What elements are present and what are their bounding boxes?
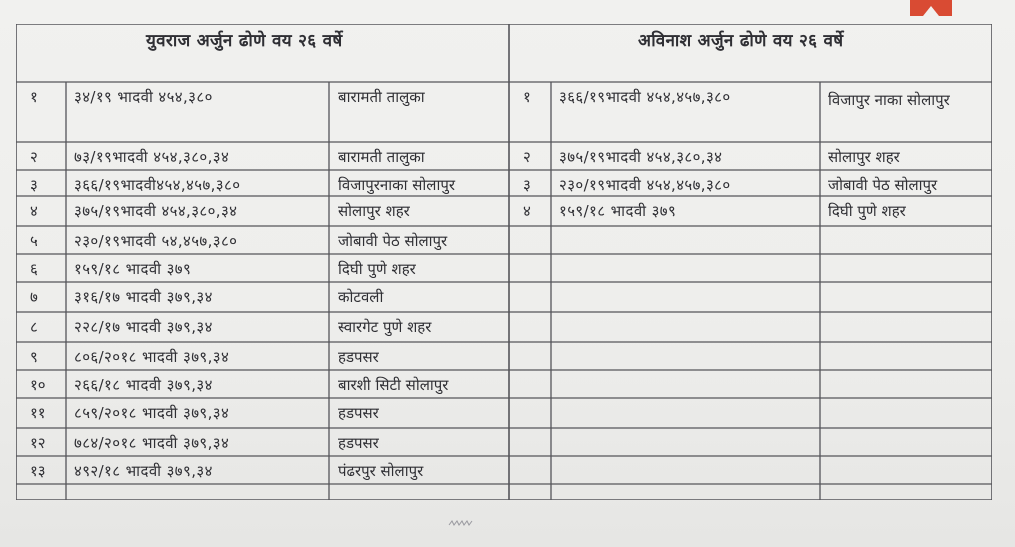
left-row-place: सोलापुर शहर [338,202,410,220]
right-row-entry: १५९/१८ भादवी ३७९ [559,202,677,220]
right-row-entry: २३०/१९भादवी ४५४,४५७,३८० [559,176,731,194]
left-row-place: बारामती तालुका [338,148,425,166]
left-row-number: ५ [30,232,38,250]
record-table [16,24,992,500]
left-row-entry: ८५९/२०१८ भादवी ३७९,३४ [74,404,230,422]
left-row-place: हडपसर [338,404,379,422]
left-row-number: १३ [30,462,46,480]
left-row-number: ८ [30,318,38,336]
left-row-number: ७ [30,288,38,306]
left-row-place: पंढरपुर सोलापुर [338,462,424,480]
left-row-number: ४ [30,202,38,220]
left-row-entry: १५९/१८ भादवी ३७९ [74,260,192,278]
left-row-number: २ [30,148,38,166]
pen-scribble [448,519,474,527]
left-column-header: युवराज अर्जुन ढोणे वय २६ वर्षे [146,31,343,51]
left-row-place: दिघी पुणे शहर [338,260,416,278]
left-row-entry: २२८/१७ भादवी ३७९,३४ [74,318,213,336]
left-row-entry: २३०/१९भादवी ५४,४५७,३८० [74,232,238,250]
left-row-entry: ३१६/१७ भादवी ३७९,३४ [74,288,213,306]
left-row-number: ११ [30,404,46,422]
left-row-number: १२ [30,434,46,452]
right-row-number: १ [523,88,531,106]
left-row-entry: २६६/१८ भादवी ३७९,३४ [74,376,213,394]
left-row-number: ६ [30,260,38,278]
right-column-header: अविनाश अर्जुन ढोणे वय २६ वर्षे [638,31,844,51]
left-row-entry: ७३/१९भादवी ४५४,३८०,३४ [74,148,230,166]
left-row-place: कोटवली [338,288,384,306]
left-row-number: १ [30,88,38,106]
bookmark-icon [910,0,952,16]
right-row-place: दिघी पुणे शहर [828,202,906,220]
left-row-number: ३ [30,176,38,194]
right-row-place: सोलापुर शहर [828,148,900,166]
left-row-entry: ८०६/२०१८ भादवी ३७९,३४ [74,348,230,366]
left-row-entry: ३६६/१९भादवी४५४,४५७,३८० [74,176,241,194]
left-row-place: हडपसर [338,434,379,452]
right-row-number: २ [523,148,531,166]
left-row-place: स्वारगेट पुणे शहर [338,318,432,336]
left-row-number: ९ [30,348,38,366]
right-row-place: विजापुर नाका सोलापुर [828,91,950,109]
left-row-number: १० [30,376,46,394]
left-row-entry: ३४/१९ भादवी ४५४,३८० [74,88,213,106]
left-row-place: जोबावी पेठ सोलापुर [338,232,448,250]
left-row-entry: ७८४/२०१८ भादवी ३७९,३४ [74,434,230,452]
right-row-place: जोबावी पेठ सोलापुर [828,176,938,194]
right-row-entry: ३६६/१९भादवी ४५४,४५७,३८० [559,88,731,106]
left-row-place: विजापुरनाका सोलापुर [338,176,456,194]
left-row-entry: ३७५/१९भादवी ४५४,३८०,३४ [74,202,238,220]
right-row-number: ४ [523,202,531,220]
left-row-place: बारामती तालुका [338,88,425,106]
right-row-number: ३ [523,176,531,194]
left-row-place: बारशी सिटी सोलापुर [338,376,449,394]
right-row-entry: ३७५/१९भादवी ४५४,३८०,३४ [559,148,723,166]
left-row-entry: ४९२/१८ भादवी ३७९,३४ [74,462,213,480]
left-row-place: हडपसर [338,348,379,366]
